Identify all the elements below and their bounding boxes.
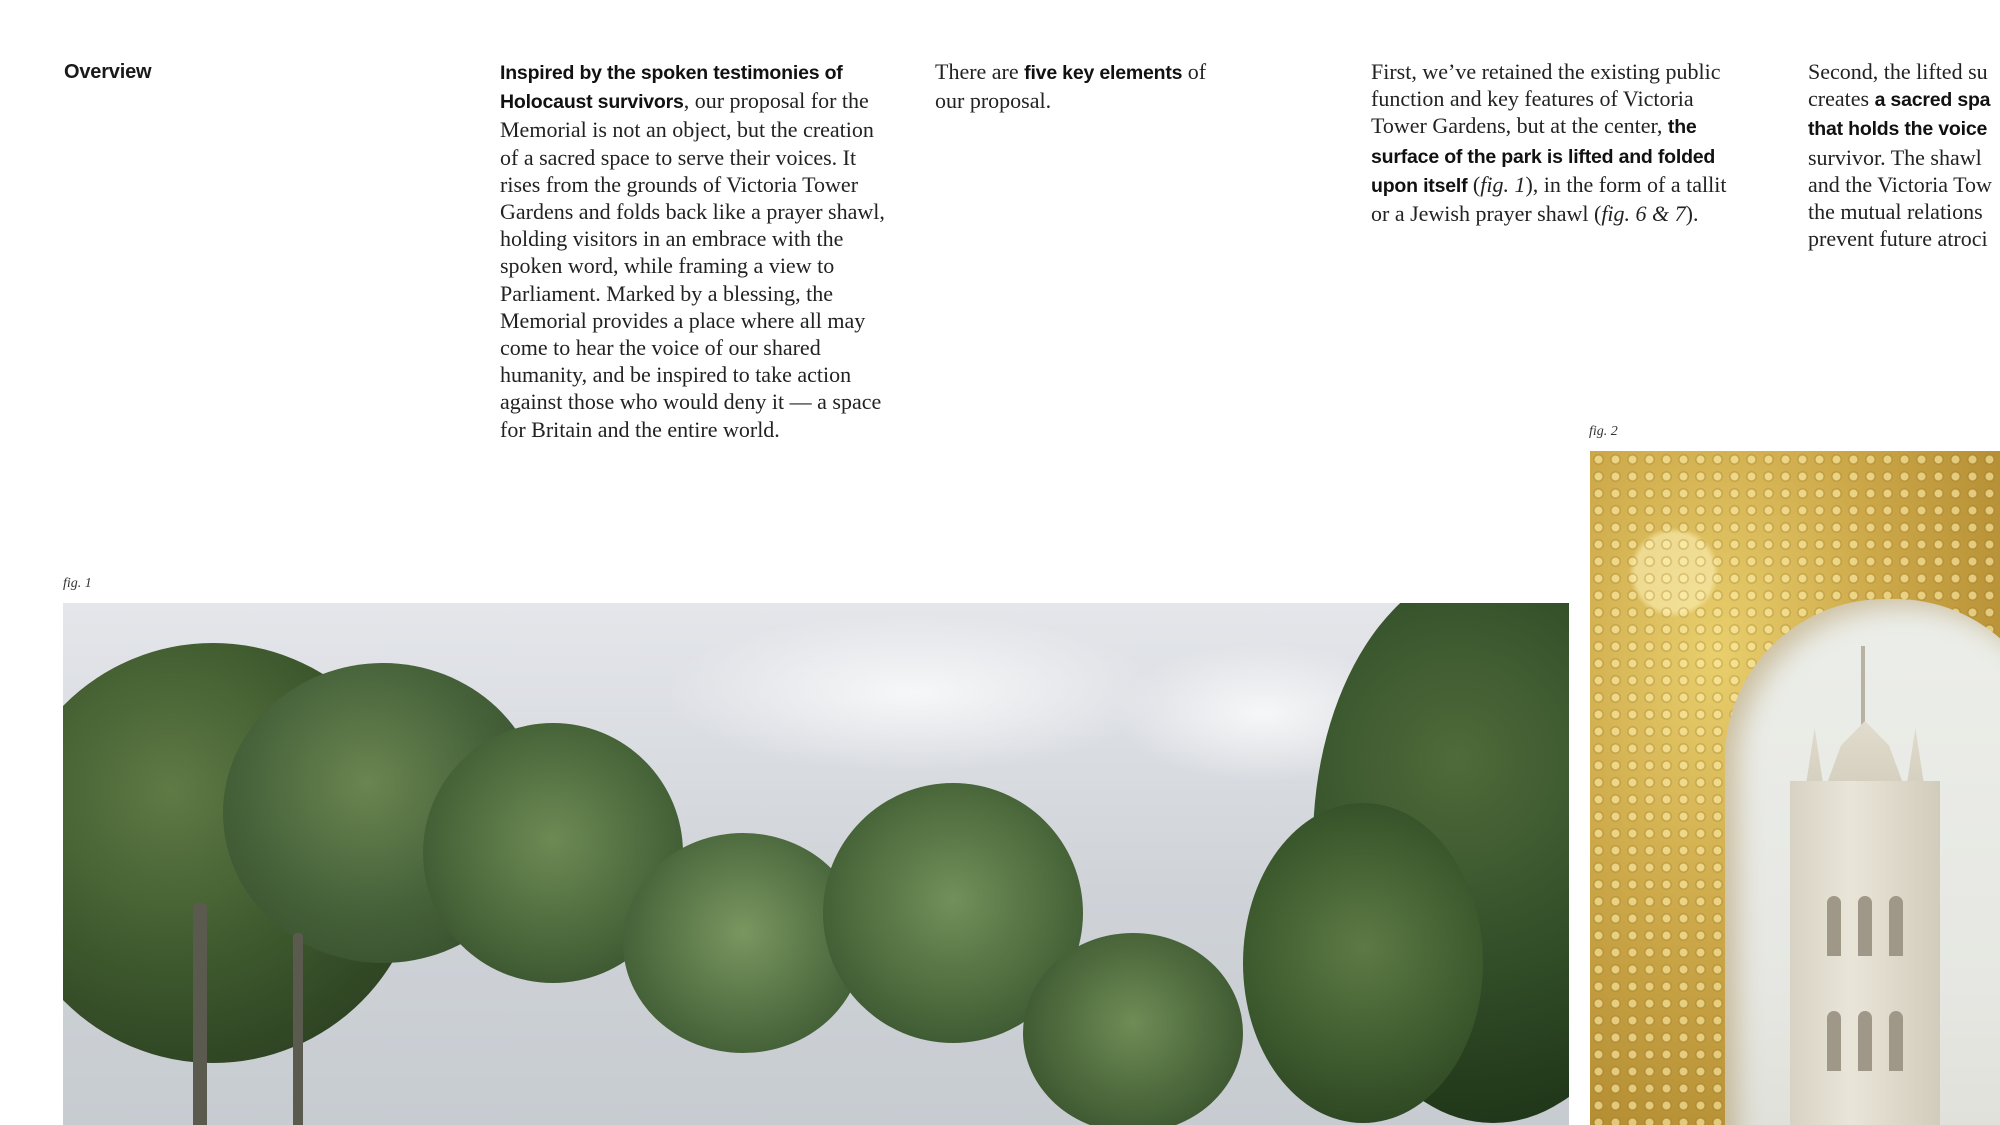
second-line-2 bbox=[1808, 85, 2000, 114]
tower-window bbox=[1858, 1011, 1872, 1071]
key-elements-bold: five key elements bbox=[1024, 62, 1183, 84]
intro-bold-lead: Inspired by the spoken testimonies of Holocaust survivors bbox=[500, 62, 843, 114]
second-line-5: and the Victoria Tow bbox=[1808, 171, 1992, 197]
second-element-paragraph bbox=[1808, 58, 2000, 252]
fig-2-caption: fig. 2 bbox=[1589, 424, 1618, 439]
second-line-1: Second, the lifted su bbox=[1808, 59, 1988, 84]
first-element-pre: First, we’ve retained the existing public function and key features of Victoria Tower Gardens, but at the center, bbox=[1371, 59, 1721, 139]
tower-window bbox=[1827, 1011, 1841, 1071]
intro-body: , our proposal for the Memorial is not an object, but the creation of a sacred space to serve their voices. It rises from the grounds of Victoria Tower Gardens and folds back like a prayer shawl, holding visitors in an embrace with the spoken word, while framing a view to Parliament. Marked by a blessing, the Memorial provides a place where all may come to hear the voice of our shared humanity, and be inspired to take action against those who would deny it — a space for Britain and the entire world. bbox=[500, 88, 885, 442]
second-line-6: the mutual relations bbox=[1808, 199, 1983, 225]
first-element-post: ). bbox=[1685, 201, 1699, 227]
second-line-4: survivor. The shawl bbox=[1808, 144, 1982, 170]
tower-window bbox=[1858, 896, 1872, 956]
second-bold-2: that holds the voice bbox=[1808, 118, 1988, 141]
paren-open: ( bbox=[1467, 171, 1481, 197]
park-rendering-image bbox=[63, 603, 1569, 1125]
tower-spire bbox=[1861, 646, 1865, 726]
key-elements-post: of our proposal. bbox=[935, 59, 1207, 114]
second-line-3 bbox=[1808, 114, 2000, 143]
first-element-bold: the surface of the park is lifted and folded upon itself bbox=[1371, 116, 1716, 197]
key-elements-paragraph bbox=[935, 58, 1235, 114]
section-label: Overview bbox=[64, 61, 152, 83]
fig-ref-6-7: fig. 6 & 7 bbox=[1601, 201, 1686, 227]
key-elements-pre: There are bbox=[935, 59, 1025, 84]
first-element-paragraph bbox=[1371, 58, 1736, 227]
second-bold-1: a sacred spa bbox=[1874, 89, 1991, 112]
tower-window bbox=[1827, 896, 1841, 956]
tower-window bbox=[1889, 1011, 1903, 1071]
first-element-mid: ), in the form of a tallit or a Jewish prayer shawl ( bbox=[1371, 171, 1727, 227]
intro-paragraph bbox=[500, 58, 885, 443]
second-line-2-pre: creates bbox=[1808, 86, 1875, 112]
fig-1-caption: fig. 1 bbox=[63, 576, 92, 591]
golden-arch-image bbox=[1590, 451, 2000, 1125]
second-line-7: prevent future atroci bbox=[1808, 226, 1988, 252]
fig-ref-1: fig. 1 bbox=[1480, 171, 1526, 197]
tower-window bbox=[1889, 896, 1903, 956]
